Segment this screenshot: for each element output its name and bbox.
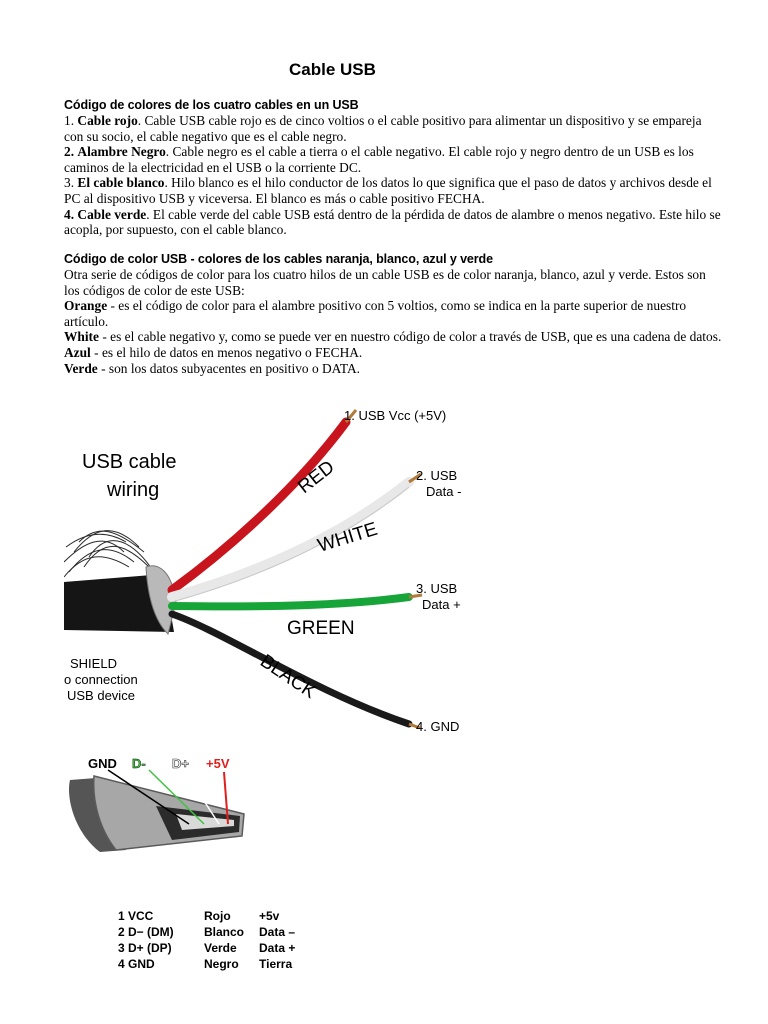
red-wire-label: RED bbox=[294, 456, 339, 498]
usb-wiring-illustration bbox=[64, 402, 468, 735]
list-item bbox=[64, 113, 724, 144]
color-code-section bbox=[64, 97, 724, 238]
table-row bbox=[118, 924, 295, 940]
item-text: . Cable negro es el cable a tierra o el cable negativo. El cable rojo y negro dentro de un USB es los caminos de la electricidad en el USB o la corriente DC. bbox=[64, 144, 694, 175]
item-text: - es el cable negativo y, como se puede ver en nuestro código de color a través de USB, que es una cadena de datos. bbox=[98, 329, 722, 345]
pin-cell: 2 D− (DM) bbox=[118, 925, 174, 939]
color-cell: Negro bbox=[204, 957, 239, 971]
list-item bbox=[64, 345, 724, 361]
pin1-label: 1. USB Vcc (+5V) bbox=[344, 408, 447, 423]
list-item bbox=[64, 175, 724, 206]
function-cell: +5v bbox=[259, 909, 280, 923]
list-item bbox=[64, 144, 724, 175]
function-cell: Data – bbox=[259, 925, 296, 939]
function-cell: Data + bbox=[259, 941, 296, 955]
table-row bbox=[118, 956, 295, 972]
pin-cell: 4 GND bbox=[118, 957, 155, 971]
item-label: Verde bbox=[64, 360, 98, 376]
plus5v-label: +5V bbox=[206, 756, 230, 771]
pin-assignment-table bbox=[118, 908, 295, 972]
figure-title-line2: wiring bbox=[107, 479, 160, 501]
section-intro: Otra serie de códigos de color para los cuatro hilos de un cable USB es de color naranja, blanco, azul y verde. Estos son los códigos de color de este USB: bbox=[64, 267, 706, 298]
dminus-label: D- bbox=[132, 756, 146, 771]
pin-cell: 3 D+ (DP) bbox=[118, 941, 172, 955]
pin2-label-line2: Data - bbox=[426, 484, 462, 499]
item-separator: . bbox=[70, 113, 78, 128]
document-title: Cable USB bbox=[289, 60, 376, 79]
pin4-label: 4. GND bbox=[416, 719, 460, 734]
white-wire-label: WHITE bbox=[315, 518, 381, 557]
alt-color-code-section bbox=[64, 251, 724, 376]
item-text: - es el hilo de datos en menos negativo o FECHA. bbox=[90, 344, 363, 360]
list-item bbox=[64, 298, 724, 329]
color-cell: Rojo bbox=[204, 909, 231, 923]
section-heading: Código de colores de los cuatro cables en un USB bbox=[64, 98, 359, 112]
item-label: El cable blanco bbox=[77, 175, 165, 191]
item-text: . El cable verde del cable USB está dentro de la pérdida de datos de alambre o menos negativo. Este hilo se acopla, por supuesto, con el cable blanco. bbox=[64, 206, 721, 238]
color-cell: Verde bbox=[204, 941, 237, 955]
pin3-label-line2: Data + bbox=[422, 597, 461, 612]
table-row bbox=[118, 908, 295, 924]
list-item bbox=[64, 329, 724, 345]
function-cell: Tierra bbox=[259, 957, 293, 971]
item-label: White bbox=[64, 329, 99, 345]
pin2-label-line1: 2. USB bbox=[416, 468, 458, 483]
usb-connector-illustration bbox=[64, 752, 254, 860]
gnd-label: GND bbox=[88, 756, 117, 771]
shield-label-line3: USB device bbox=[67, 688, 135, 703]
item-number: 1 bbox=[64, 113, 71, 128]
shield-label-line2: o connection bbox=[64, 672, 138, 687]
item-number: 3. bbox=[64, 175, 75, 191]
shield-label-line1: SHIELD bbox=[70, 656, 117, 671]
green-wire-label: GREEN bbox=[287, 618, 355, 639]
list-item bbox=[64, 207, 724, 238]
item-label: Cable rojo bbox=[77, 113, 138, 128]
item-number: 4. bbox=[64, 206, 75, 222]
section-heading: Código de color USB - colores de los cables naranja, blanco, azul y verde bbox=[64, 252, 493, 266]
item-label: Azul bbox=[64, 344, 91, 360]
item-label: Cable verde bbox=[77, 206, 147, 222]
color-cell: Blanco bbox=[204, 925, 245, 939]
item-number: 2. bbox=[64, 144, 75, 160]
item-label: Alambre Negro bbox=[77, 144, 166, 160]
item-text: - son los datos subyacentes en positivo o DATA. bbox=[97, 360, 360, 376]
dplus-label: D+ bbox=[172, 756, 189, 771]
list-item bbox=[64, 361, 724, 377]
figure-title-line1: USB cable bbox=[82, 451, 177, 473]
pin-cell: 1 VCC bbox=[118, 909, 154, 923]
pin3-label-line1: 3. USB bbox=[416, 581, 458, 596]
item-label: Orange bbox=[64, 298, 108, 314]
black-wire-label: BLACK bbox=[256, 650, 320, 703]
item-text: . Cable USB cable rojo es de cinco voltios o el cable positivo para alimentar un dispositivo y se empareja con su socio, el cable negativo que es el cable negro. bbox=[64, 113, 702, 144]
item-text: . Hilo blanco es el hilo conductor de los datos lo que significa que el paso de datos y archivos desde el PC al dispositivo USB y viceversa. El blanco es más o cable positivo FECHA. bbox=[64, 175, 712, 206]
item-text: - es el código de color para el alambre positivo con 5 voltios, como se indica en la parte superior de nuestro artículo. bbox=[64, 298, 687, 329]
table-row bbox=[118, 940, 295, 956]
